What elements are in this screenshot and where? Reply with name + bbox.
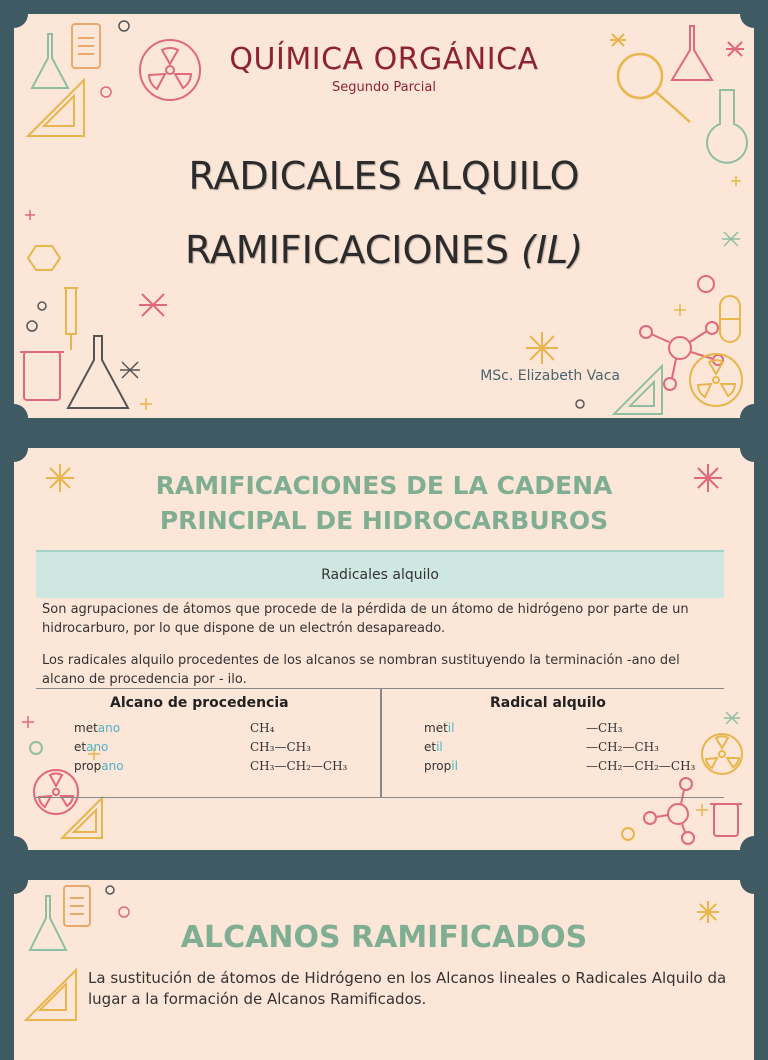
- table-divider: [380, 689, 382, 797]
- heading-line2-main: RAMIFICACIONES: [184, 228, 522, 272]
- slide2-title: [14, 468, 754, 538]
- alcanos-ramificados-slide: [14, 880, 754, 1060]
- radical-formula-etil: —CH₂—CH₃: [586, 740, 659, 754]
- alkane-stem: et: [74, 740, 87, 754]
- radical-stem: met: [424, 721, 448, 735]
- table-header-alcano: Alcano de procedencia: [110, 695, 289, 711]
- slide2-title-line1: RAMIFICACIONES DE LA CADENA: [155, 471, 613, 500]
- radical-formula-propil: —CH₂—CH₂—CH₃: [586, 759, 696, 773]
- slide3-title: ALCANOS RAMIFICADOS: [180, 920, 588, 955]
- alkane-stem: prop: [74, 759, 102, 773]
- alkane-suffix: ano: [86, 740, 109, 754]
- radicales-slide: [14, 448, 754, 850]
- alkane-suffix: ano: [101, 759, 124, 773]
- title-slide: [14, 14, 754, 418]
- alkane-formula-etano: CH₃—CH₃: [250, 740, 311, 754]
- slide3-paragraph: La sustitución de átomos de Hidrógeno en los Alcanos lineales o Radicales Alquilo da lugar a la formación de Alcanos Ramificados.: [88, 969, 727, 1008]
- heading-line2-italic: (IL): [521, 228, 584, 272]
- alkane-radical-table: [36, 688, 724, 798]
- definition-paragraph: Son agrupaciones de átomos que procede de la pérdida de un átomo de hidrógeno por parte de un hidrocarburo, por lo que dispone de un electrón desapareado.: [42, 602, 689, 636]
- radical-stem: et: [424, 740, 437, 754]
- alkane-name-propano: [74, 759, 124, 773]
- alkane-stem: met: [74, 721, 98, 735]
- alkane-name-etano: [74, 740, 108, 754]
- alkane-name-metano: [74, 721, 120, 735]
- radical-name-etil: [424, 740, 443, 754]
- radical-formula-metil: —CH₃: [586, 721, 623, 735]
- slide2-title-line2: PRINCIPAL DE HIDROCARBUROS: [159, 506, 609, 535]
- alkane-formula-metano: CH₄: [250, 721, 275, 735]
- radical-name-propil: [424, 759, 458, 773]
- author-name: MSc. Elizabeth Vaca: [480, 368, 620, 384]
- section-band-label: Radicales alquilo: [321, 567, 439, 583]
- naming-paragraph: Los radicales alquilo procedentes de los alcanos se nombran sustituyendo la terminación -ano del alcano de procedencia por - ilo.: [42, 653, 680, 687]
- radical-suffix: il: [436, 740, 443, 754]
- radical-name-metil: [424, 721, 454, 735]
- heading-line2: [14, 228, 754, 272]
- table-header-radical: Radical alquilo: [490, 695, 606, 711]
- course-subtitle: Segundo Parcial: [332, 80, 436, 95]
- alkane-suffix: ano: [97, 721, 121, 735]
- radical-suffix: il: [447, 721, 455, 735]
- course-title: QUÍMICA ORGÁNICA: [229, 42, 539, 77]
- heading-line1: RADICALES ALQUILO: [188, 154, 580, 198]
- alkane-formula-propano: CH₃—CH₂—CH₃: [250, 759, 348, 773]
- radical-suffix: il: [451, 759, 458, 773]
- radical-stem: prop: [424, 759, 452, 773]
- section-band: [36, 550, 724, 598]
